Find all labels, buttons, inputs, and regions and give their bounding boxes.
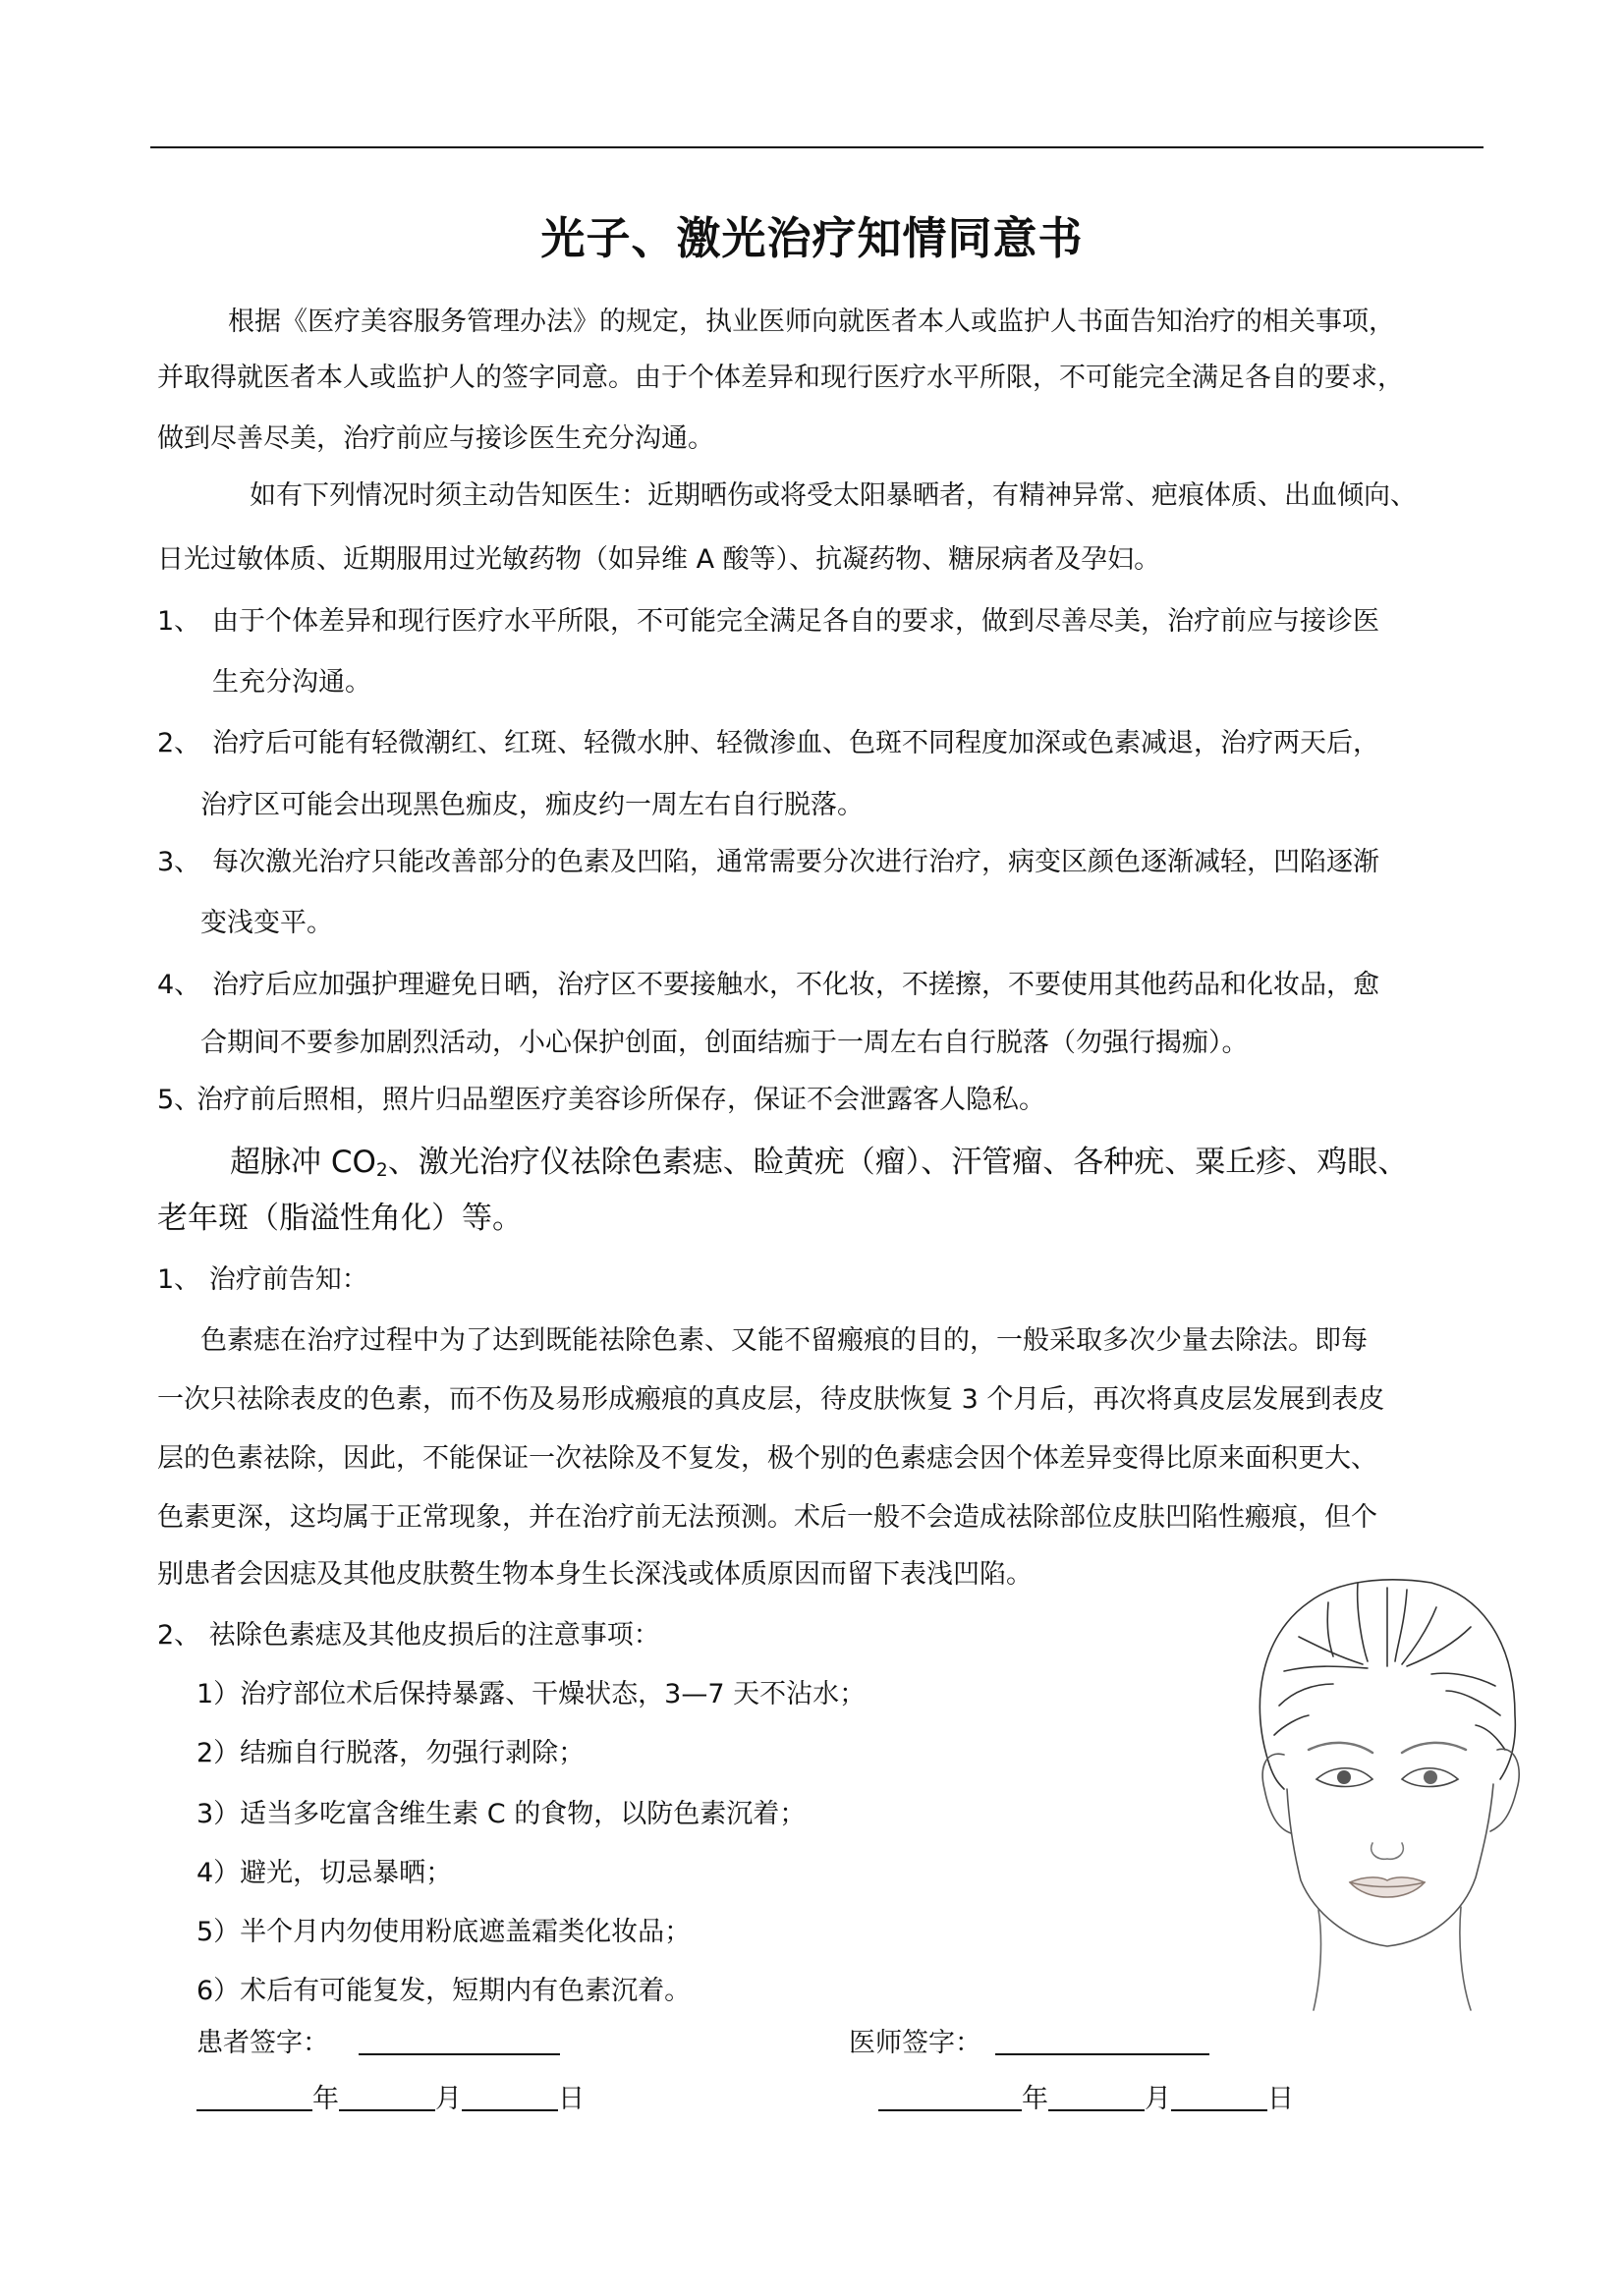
aftercare-heading: 2、 祛除色素痣及其他皮损后的注意事项： (157, 1620, 660, 1651)
co2-line: 老年斑（脂溢性角化）等。 (157, 1201, 523, 1236)
item-line: 由于个体差异和现行医疗水平所限，不可能完全满足各自的要求，做到尽善尽美，治疗前应与接诊医 (212, 606, 1379, 637)
item-number: 1、 (157, 606, 201, 637)
right-pupil (1424, 1770, 1437, 1784)
patient-date (196, 2080, 585, 2119)
pre-notice-line: 层的色素祛除，因此，不能保证一次祛除及不复发，极个别的色素痣会因个体差异变得比原来面积更大、 (157, 1443, 1377, 1474)
item-line: 治疗后应加强护理避免日晒，治疗区不要接触水，不化妆，不搓擦，不要使用其他药品和化妆品，愈 (212, 970, 1379, 1000)
aftercare-item: 3）适当多吃富含维生素 C 的食物，以防色素沉着； (196, 1799, 807, 1829)
patient-year-field[interactable] (196, 2084, 312, 2111)
doctor-year-field[interactable] (878, 2084, 1022, 2111)
item-number: 5、 (157, 1085, 201, 1115)
co2-subscript: 2 (375, 1160, 388, 1181)
patient-day-field[interactable] (462, 2084, 558, 2111)
pre-notice-line: 色素更深，这均属于正常现象，并在治疗前无法预测。术后一般不会造成祛除部位皮肤凹陷性瘢痕，但个 (157, 1502, 1377, 1533)
aftercare-item: 5）半个月内勿使用粉底遮盖霜类化妆品； (196, 1917, 692, 1947)
notice-line: 日光过敏体质、近期服用过光敏药物（如异维 A 酸等）、抗凝药物、糖尿病者及孕妇。 (157, 544, 1161, 575)
page-title: 光子、激光治疗知情同意书 (540, 212, 1084, 264)
pre-notice-heading: 1、 治疗前告知： (157, 1264, 368, 1295)
notice-line: 如有下列情况时须主动告知医生：近期晒伤或将受太阳暴晒者，有精神异常、疤痕体质、出血倾向、 (250, 480, 1417, 511)
doctor-signature-label: 医师签字： (849, 2028, 981, 2058)
month-label: 月 (435, 2084, 462, 2114)
left-pupil (1337, 1770, 1351, 1784)
patient-signature-label: 患者签字： (196, 2028, 329, 2058)
intro-line: 根据《医疗美容服务管理办法》的规定，执业医师向就医者本人或监护人书面告知治疗的相关事项， (228, 307, 1395, 337)
aftercare-item: 1）治疗部位术后保持暴露、干燥状态，3—7 天不沾水； (196, 1679, 867, 1709)
aftercare-item: 6）术后有可能复发，短期内有色素沉着。 (196, 1976, 692, 2006)
co2-prefix: 超脉冲 CO (230, 1145, 376, 1180)
intro-line: 做到尽善尽美，治疗前应与接诊医生充分沟通。 (157, 423, 714, 454)
doctor-day-field[interactable] (1171, 2084, 1267, 2111)
year-label: 年 (312, 2084, 339, 2114)
patient-month-field[interactable] (339, 2084, 435, 2111)
item-number: 4、 (157, 970, 201, 1000)
patient-signature-field[interactable] (359, 2028, 560, 2055)
co2-rest: 、激光治疗仪祛除色素痣、睑黄疣（瘤）、汗管瘤、各种疣、粟丘疹、鸡眼、 (387, 1145, 1409, 1180)
item-line: 治疗后可能有轻微潮红、红斑、轻微水肿、轻微渗血、色斑不同程度加深或色素减退，治疗两天后， (212, 728, 1379, 758)
item-line: 治疗区可能会出现黑色痂皮，痂皮约一周左右自行脱落。 (200, 790, 864, 820)
aftercare-item: 4）避光，切忌暴晒； (196, 1858, 453, 1888)
pre-notice-line: 别患者会因痣及其他皮肤赘生物本身生长深浅或体质原因而留下表浅凹陷。 (157, 1559, 1033, 1590)
pre-notice-line: 一次只祛除表皮的色素，而不伤及易形成瘢痕的真皮层，待皮肤恢复 3 个月后，再次将真皮层发展到表皮 (157, 1384, 1385, 1415)
doctor-signature (849, 2024, 1209, 2063)
day-label: 日 (1267, 2084, 1294, 2114)
item-number: 2、 (157, 728, 201, 758)
co2-line (230, 1141, 1408, 1193)
doctor-signature-field[interactable] (995, 2028, 1209, 2055)
aftercare-item: 2）结痂自行脱落，勿强行剥除； (196, 1738, 586, 1768)
item-line: 每次激光治疗只能改善部分的色素及凹陷，通常需要分次进行治疗，病变区颜色逐渐减轻，凹陷逐渐 (212, 847, 1379, 877)
face-contour (1287, 1784, 1493, 1946)
header-rule (150, 146, 1484, 148)
day-label: 日 (558, 2084, 585, 2114)
item-line: 治疗前后照相，照片归品塑医疗美容诊所保存，保证不会泄露客人隐私。 (196, 1085, 1045, 1115)
intro-line: 并取得就医者本人或监护人的签字同意。由于个体差异和现行医疗水平所限，不可能完全满足各自的要求， (157, 363, 1404, 393)
month-label: 月 (1145, 2084, 1171, 2114)
doctor-date (878, 2080, 1294, 2119)
item-line: 生充分沟通。 (212, 667, 371, 698)
year-label: 年 (1022, 2084, 1048, 2114)
pre-notice-line: 色素痣在治疗过程中为了达到既能祛除色素、又能不留瘢痕的目的，一般采取多次少量去除法。即每 (200, 1325, 1368, 1356)
patient-signature (196, 2024, 560, 2063)
item-number: 3、 (157, 847, 201, 877)
item-line: 变浅变平。 (200, 908, 333, 938)
face-diagram-image (1240, 1568, 1535, 2020)
item-line: 合期间不要参加剧烈活动，小心保护创面，创面结痂于一周左右自行脱落（勿强行揭痂）。 (200, 1028, 1249, 1058)
doctor-month-field[interactable] (1048, 2084, 1145, 2111)
